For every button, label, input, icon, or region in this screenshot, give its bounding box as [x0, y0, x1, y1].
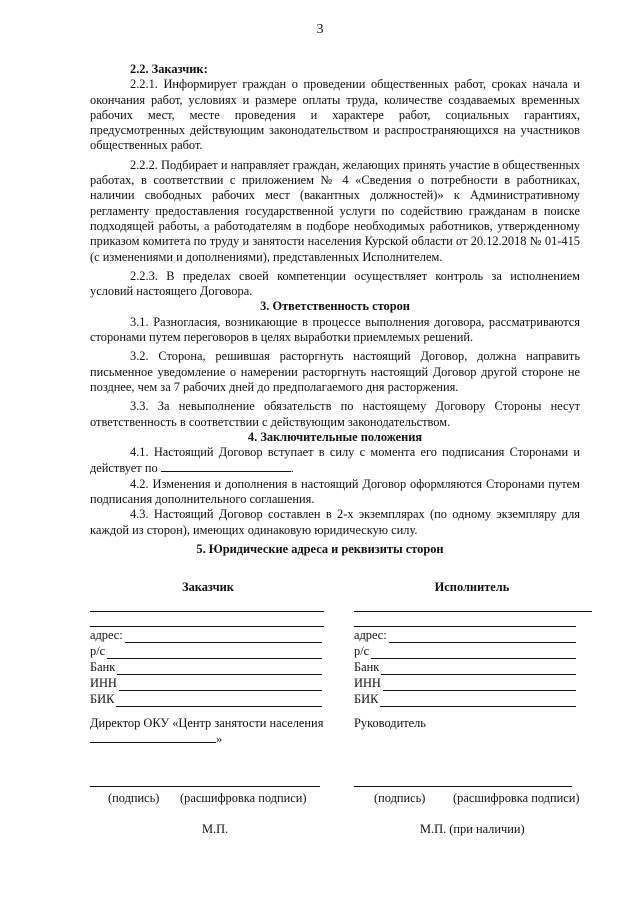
contractor-bik-label: БИК: [354, 692, 379, 706]
customer-name-line-1: [90, 611, 324, 612]
contractor-bik-field: [354, 692, 576, 707]
contractor-address-field: [354, 628, 576, 643]
paragraph-3-2: 3.2. Сторона, решившая расторгнуть настоящий Договор, должна направить письменное уведомление о намерении расторгнуть настоящий Договор другой стороне не позднее, чем за 7 рабочих дней до предполагаемого дня расторжения.: [90, 349, 580, 394]
customer-bank-label: Банк: [90, 660, 116, 674]
customer-account-field: [90, 644, 322, 659]
customer-title: Заказчик: [182, 580, 234, 594]
paragraph-4-2: 4.2. Изменения и дополнения в настоящий Договор оформляются Сторонами путем подписания дополнительного соглашения.: [90, 476, 580, 507]
paragraph-3-3: 3.3. За невыполнение обязательств по настоящему Договору Стороны несут ответственность в соответствии с действующим законодательством.: [90, 399, 580, 429]
contractor-title: Исполнитель: [434, 580, 510, 594]
contractor-bank-label: Банк: [354, 660, 380, 674]
customer-director-title: Директор ОКУ «Центр занятости населения: [90, 716, 324, 730]
paragraph-4-3: 4.3. Настоящий Договор составлен в 2-х экземплярах (по одному экземпляру для каждой из сторон), имеющих одинаковую юридическую силу.: [90, 507, 580, 537]
contractor-name-line-2: [354, 626, 576, 627]
customer-address-label: адрес:: [90, 628, 123, 642]
section-2-2-heading: 2.2. Заказчик:: [130, 62, 208, 76]
customer-bik-label: БИК: [90, 692, 115, 706]
section-5-heading: 5. Юридические адреса и реквизиты сторон: [196, 542, 444, 556]
contractor-signature-line: [354, 786, 572, 787]
contractor-head-title: Руководитель: [354, 716, 426, 730]
section-4-heading: 4. Заключительные положения: [247, 429, 423, 444]
page-number: 3: [316, 22, 324, 37]
customer-address-field: [90, 628, 322, 643]
customer-name-line-2: [90, 626, 324, 627]
section-3-heading: 3. Ответственность сторон: [260, 299, 410, 314]
contractor-account-label: р/с: [354, 644, 370, 658]
paragraph-2-2-2: 2.2.2. Подбирает и направляет граждан, желающих принять участие в общественных работах, в соответствии с приложением № 4 «Сведения о потребности в работниках, наличии свободных рабочих мест (вакантных должностей)» к Административному регламенту предоставления государственной услуги по содействию гражданам в поиске подходящей работы, а работодателям в подборе необходимых работников, утвержденному приказом комитета по труду и занятости населения Курской области от 20.12.2018 № 01-415 (с изменениями и дополнениями), представленных Исполнителем.: [90, 157, 580, 264]
contractor-signature-caption: (подпись): [374, 791, 426, 805]
paragraph-3-1: 3.1. Разногласия, возникающие в процессе выполнения договора, рассматриваются сторонами путем переговоров в целях выработки приемлемых решений.: [90, 314, 580, 345]
contractor-bank-field: [354, 660, 576, 675]
customer-director: [90, 716, 340, 748]
contractor-stamp: М.П. (при наличии): [420, 822, 525, 836]
valid-until-blank: [161, 460, 291, 472]
customer-account-label: р/с: [90, 644, 106, 658]
contractor-account-field: [354, 644, 576, 659]
contractor-inn-field: [354, 676, 576, 691]
paragraph-4-1-text: 4.1. Настоящий Договор вступает в силу с момента его подписания Сторонами и действует по: [90, 445, 580, 476]
customer-director-quote: »: [216, 732, 223, 747]
customer-director-blank: [90, 731, 216, 743]
customer-stamp: М.П.: [202, 822, 229, 836]
customer-bik-field: [90, 692, 322, 707]
contractor-inn-label: ИНН: [354, 676, 381, 690]
customer-bank-field: [90, 660, 322, 675]
contractor-address-label: адрес:: [354, 628, 387, 642]
customer-decode-caption: (расшифровка подписи): [180, 791, 307, 805]
paragraph-2-2-1: 2.2.1. Информирует граждан о проведении общественных работ, сроках начала и окончания работ, условиях и размере оплаты труда, количестве создаваемых временных рабочих мест, месте проведения и характере работ, социальных гарантиях, предусмотренных действующим законодательством и распространяющихся на участников общественных работ.: [90, 77, 580, 153]
customer-inn-label: ИНН: [90, 676, 117, 690]
document-body: [90, 62, 580, 538]
contractor-decode-caption: (расшифровка подписи): [453, 791, 580, 805]
customer-signature-caption: (подпись): [108, 791, 160, 805]
contractor-name-line-1: [354, 611, 592, 612]
customer-inn-field: [90, 676, 322, 691]
paragraph-4-1: [90, 445, 580, 477]
paragraph-4-1-end: .: [290, 461, 294, 476]
customer-signature-line: [90, 786, 320, 787]
paragraph-2-2-3: 2.2.3. В пределах своей компетенции осуществляет контроль за исполнением условий настоящего Договора.: [90, 268, 580, 299]
